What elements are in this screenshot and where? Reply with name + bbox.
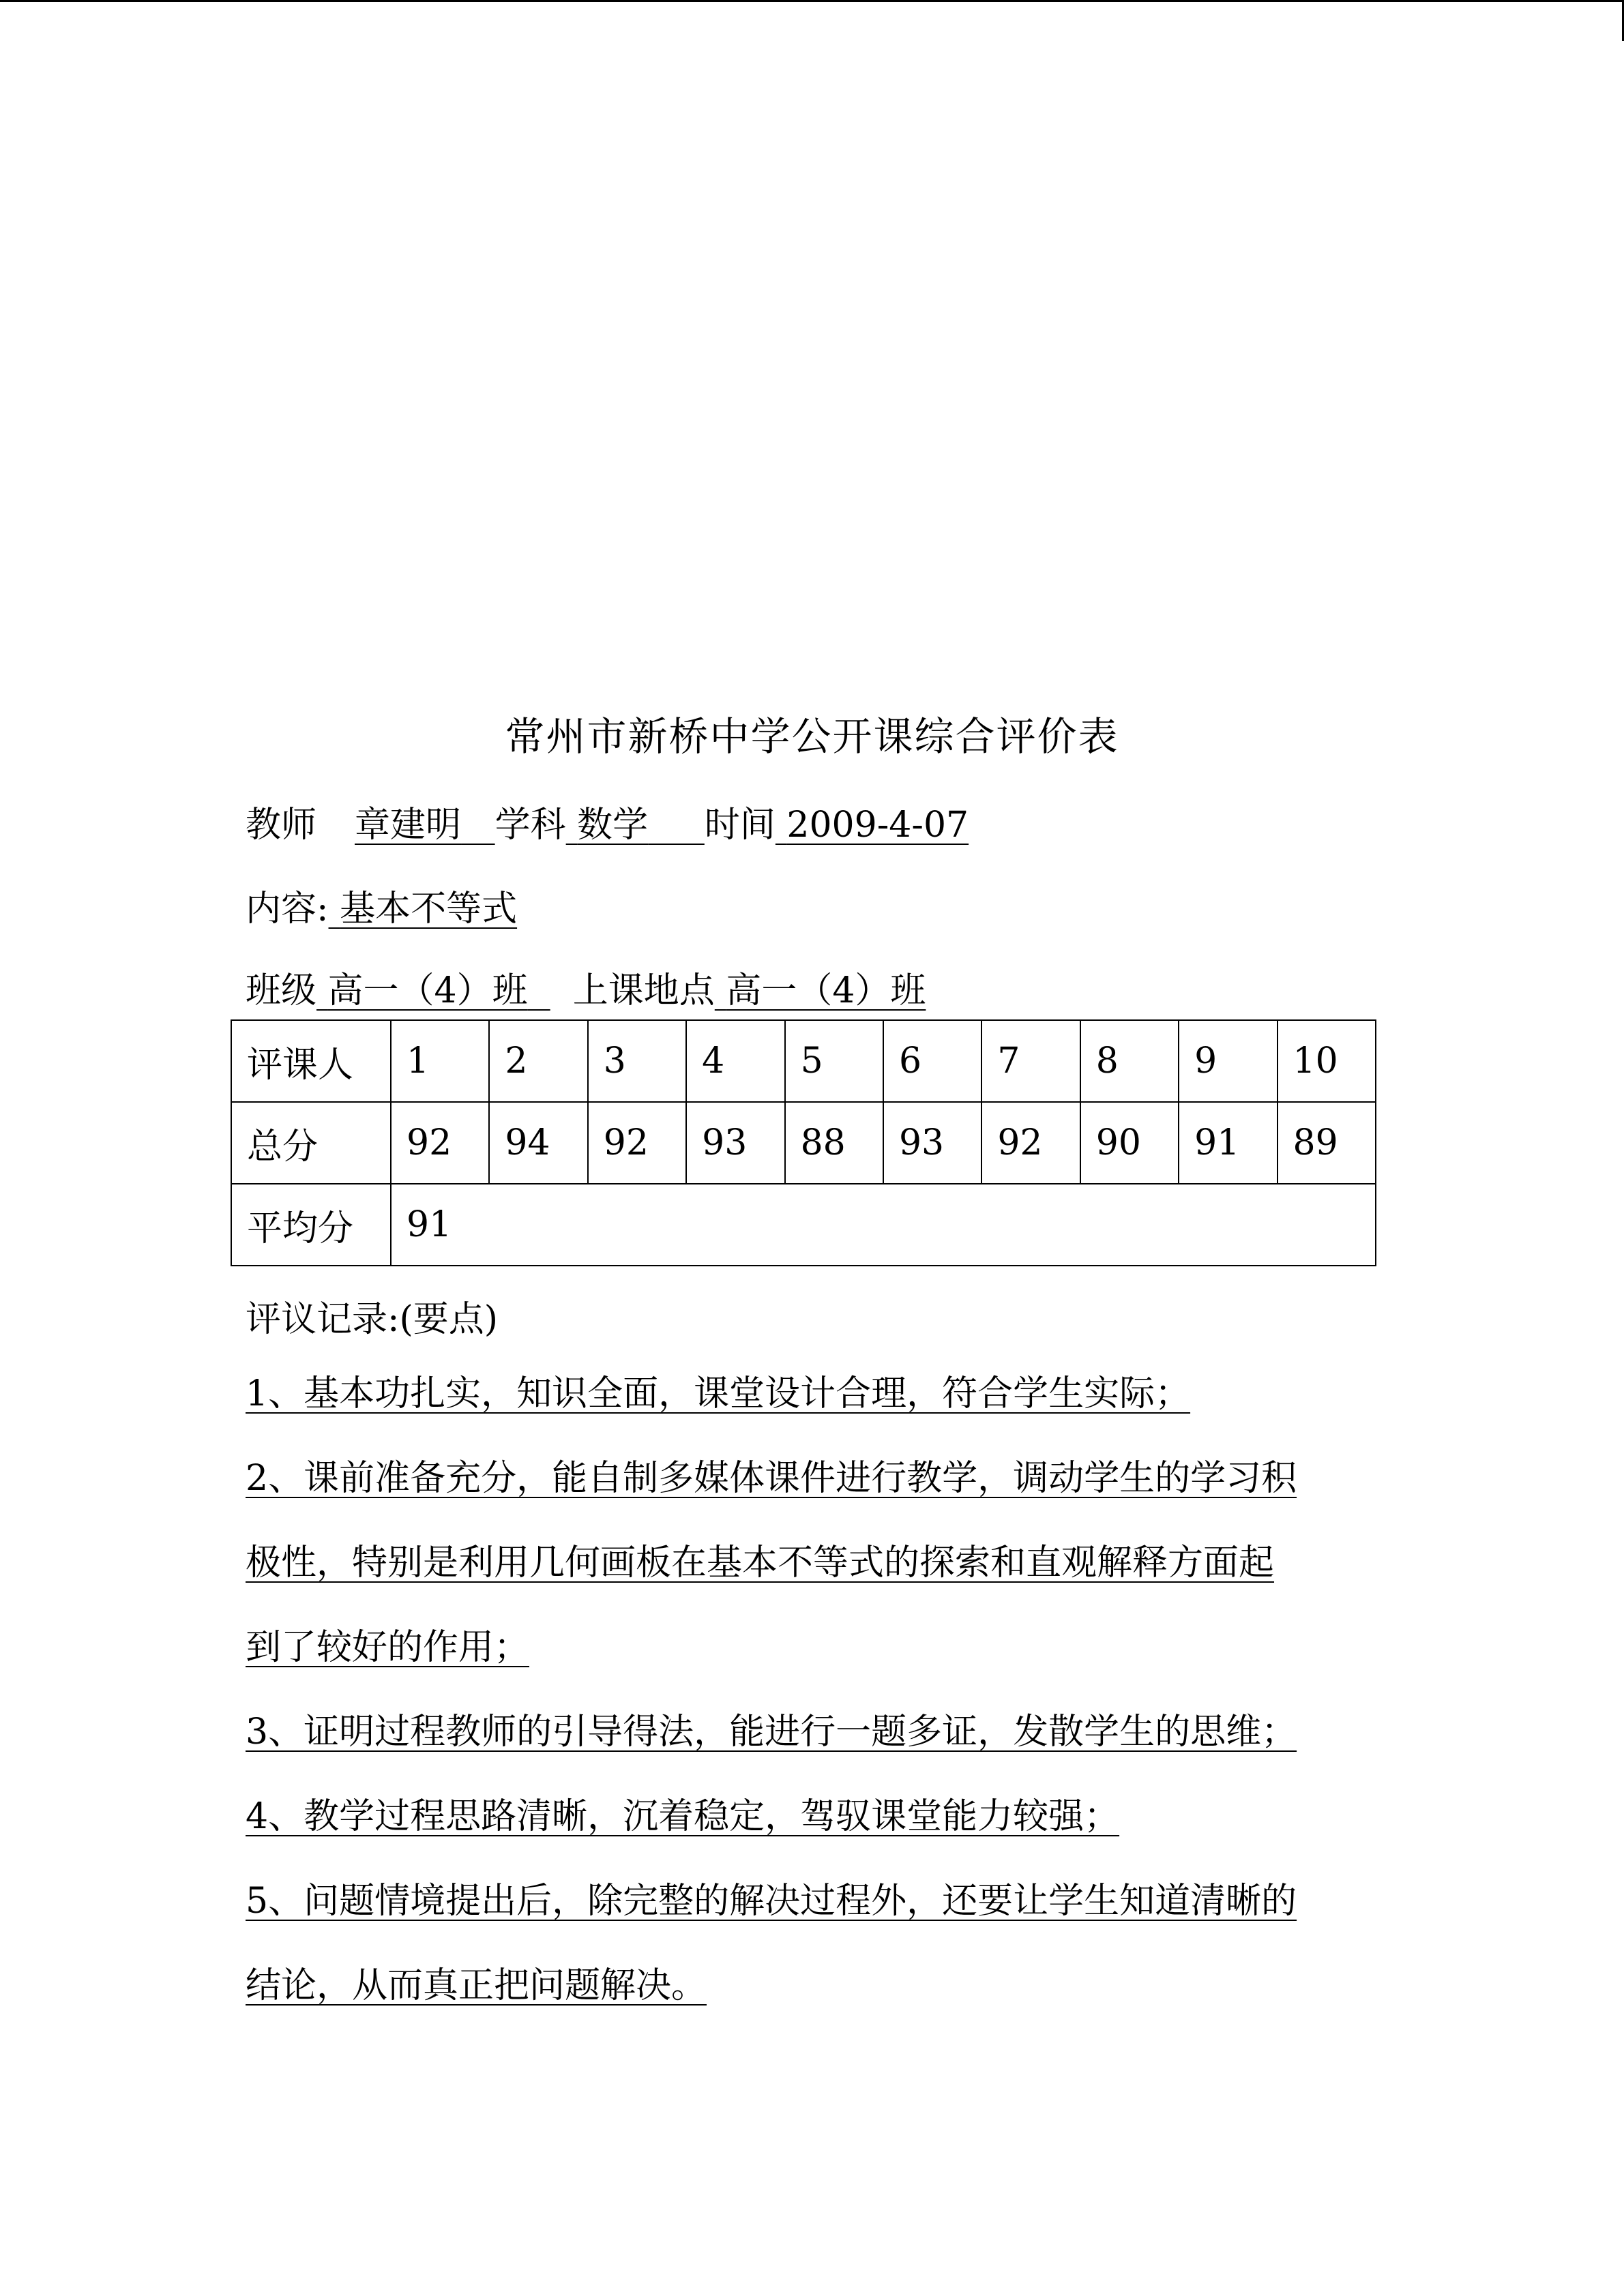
score-cell: 94 — [489, 1102, 587, 1184]
score-cell: 89 — [1278, 1102, 1376, 1184]
content-line — [246, 882, 517, 936]
reviewer-cell: 6 — [883, 1020, 981, 1102]
score-row — [231, 1102, 1376, 1184]
reviewer-cell: 2 — [489, 1020, 587, 1102]
comment-line: 极性，特别是利用几何画板在基本不等式的探索和直观解释方面起 — [246, 1542, 1275, 1583]
teacher-value: 章建明 — [355, 805, 462, 846]
class-value: 高一（4）班 — [327, 970, 528, 1011]
class-label: 班级 — [246, 970, 317, 1011]
comment-line: 结论，从而真正把问题解决。 — [246, 1965, 707, 2006]
comment-line: 5、问题情境提出后，除完整的解决过程外，还要让学生知道清晰的 — [246, 1881, 1297, 1922]
reviewer-cell: 7 — [981, 1020, 1080, 1102]
reviewer-cell: 3 — [588, 1020, 686, 1102]
reviewer-cell: 1 — [391, 1020, 489, 1102]
subject-label: 学科 — [494, 805, 566, 846]
comment-line: 到了较好的作用； — [246, 1627, 530, 1668]
class-location-line — [246, 964, 926, 1018]
reviewer-cell: 9 — [1179, 1020, 1277, 1102]
average-label-cell: 平均分 — [231, 1184, 391, 1266]
average-row — [231, 1184, 1376, 1266]
teacher-label: 教师 — [246, 805, 317, 846]
score-cell: 91 — [1179, 1102, 1277, 1184]
comment-line: 4、教学过程思路清晰，沉着稳定，驾驭课堂能力较强； — [246, 1796, 1120, 1837]
comment-line: 1、基本功扎实，知识全面，课堂设计合理，符合学生实际； — [246, 1373, 1191, 1414]
teacher-subject-time-line — [246, 798, 969, 852]
score-cell: 92 — [588, 1102, 686, 1184]
score-cell: 88 — [785, 1102, 883, 1184]
location-label: 上课地点 — [572, 970, 715, 1011]
content-label: 内容: — [246, 889, 329, 929]
score-table — [231, 1019, 1376, 1266]
page-top-border — [0, 0, 1624, 2]
reviewer-cell: 5 — [785, 1020, 883, 1102]
score-cell: 93 — [686, 1102, 784, 1184]
average-value-cell: 91 — [391, 1184, 1376, 1266]
subject-value: 数学 — [577, 805, 649, 846]
score-cell: 90 — [1080, 1102, 1179, 1184]
location-value: 高一（4）班 — [726, 970, 926, 1011]
reviewer-cell: 4 — [686, 1020, 784, 1102]
score-cell: 92 — [391, 1102, 489, 1184]
comments-heading: 评议记录:(要点) — [246, 1299, 499, 1340]
score-cell: 93 — [883, 1102, 981, 1184]
content-value: 基本不等式 — [340, 889, 518, 929]
time-label: 时间 — [704, 805, 776, 846]
reviewer-label-cell: 评课人 — [231, 1020, 391, 1102]
reviewer-cell: 8 — [1080, 1020, 1179, 1102]
page-title: 常州市新桥中学公开课综合评价表 — [505, 713, 1119, 760]
comment-line: 2、课前准备充分，能自制多媒体课件进行教学，调动学生的学习积 — [246, 1458, 1297, 1499]
score-label-cell: 总分 — [231, 1102, 391, 1184]
reviewer-row — [231, 1020, 1376, 1102]
reviewer-cell: 10 — [1278, 1020, 1376, 1102]
score-cell: 92 — [981, 1102, 1080, 1184]
comment-line: 3、证明过程教师的引导得法，能进行一题多证，发散学生的思维； — [246, 1712, 1297, 1753]
time-value: 2009-4-07 — [786, 805, 969, 846]
